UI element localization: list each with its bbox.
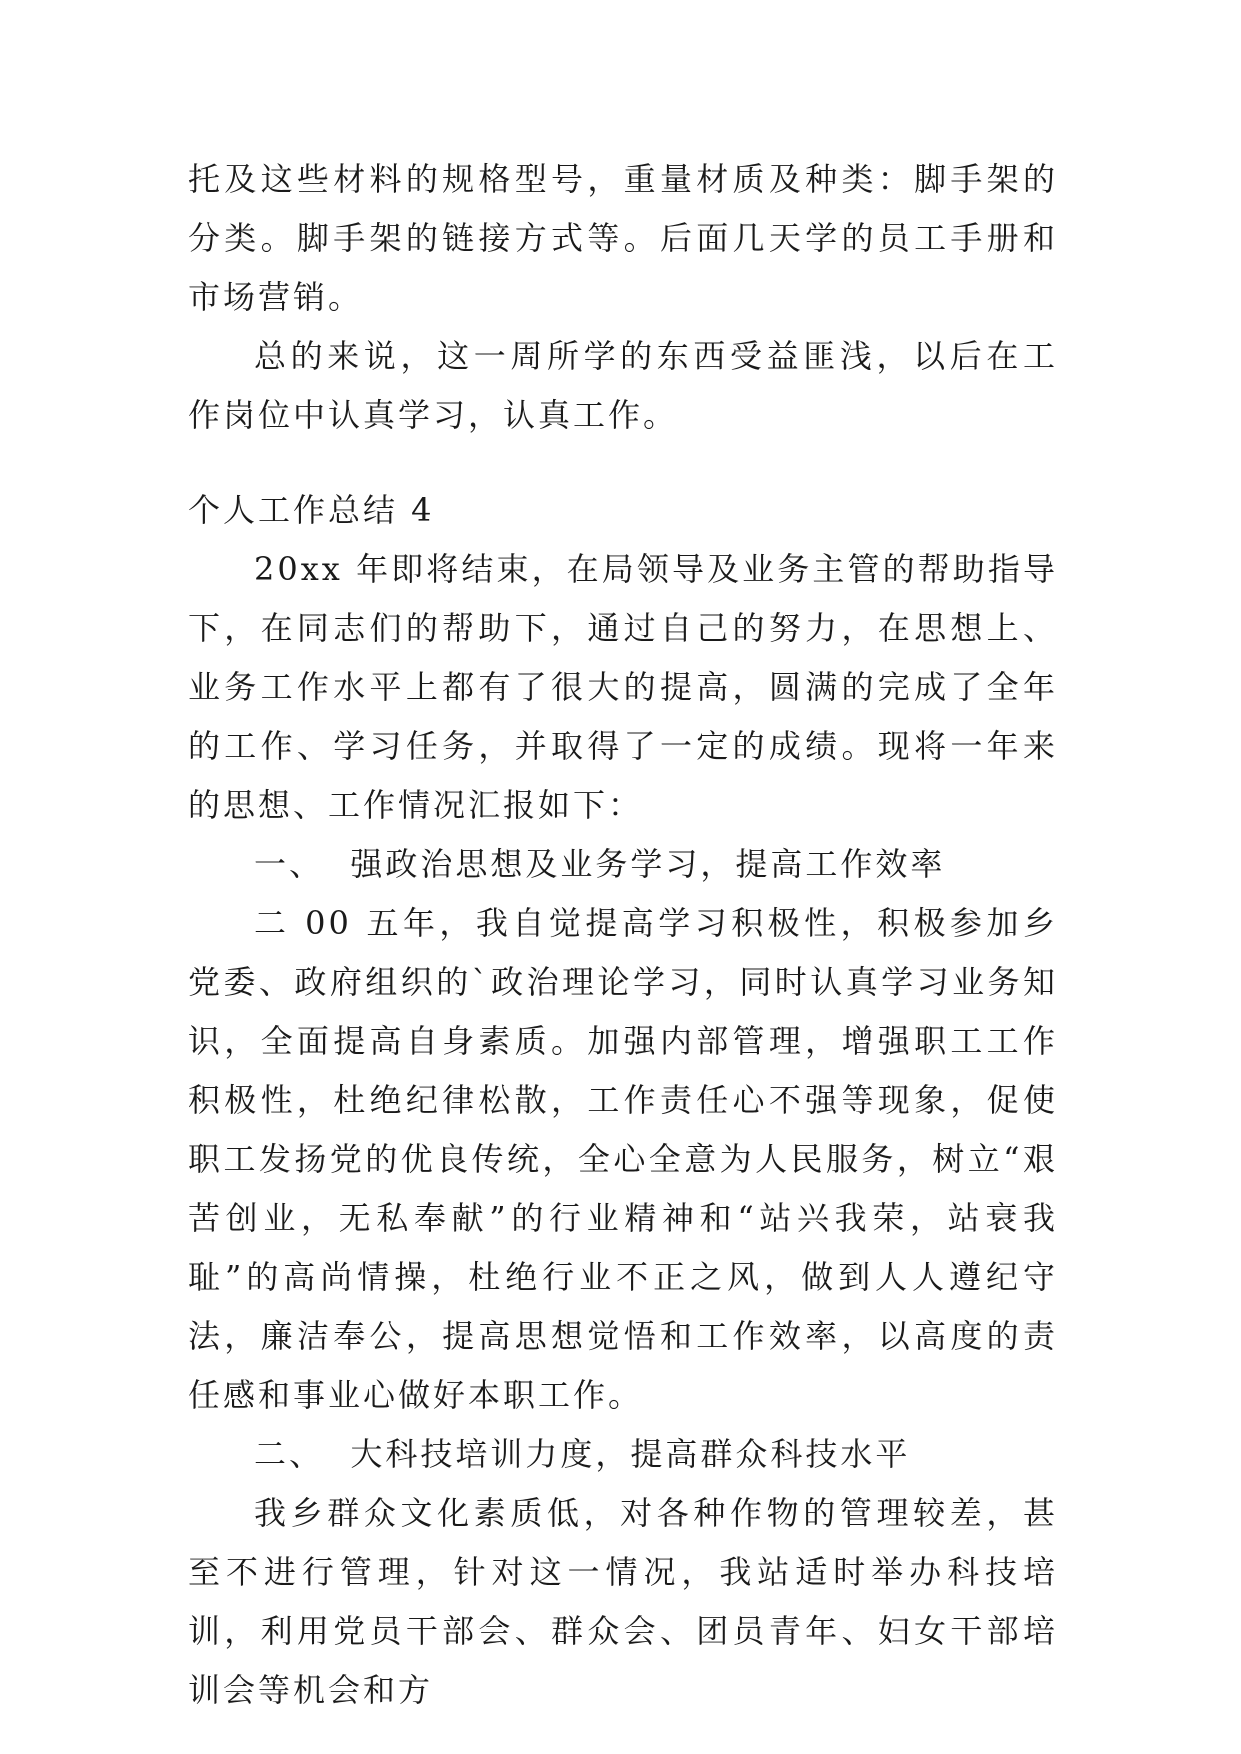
section-heading: 个人工作总结 4 xyxy=(188,491,435,529)
section-title-2: 二、 大科技培训力度，提高群众科技水平 xyxy=(254,1435,911,1473)
paragraph-training: 我乡群众文化素质低，对各种作物的管理较差，甚至不进行管理，针对这一情况，我站适时举办科技培训，利用党员干部会、群众会、团员青年、妇女干部培训会等机会和方 xyxy=(188,1494,1058,1709)
paragraph-politics: 二 00 五年，我自觉提高学习积极性，积极参加乡党委、政府组织的`政治理论学习，同时认真学习业务知识，全面提高自身素质。加强内部管理，增强职工工作积极性，杜绝纪律松散，工作责任心不强等现象，促使职工发扬党的优良传统，全心全意为人民服务，树立“艰苦创业，无私奉献”的行业精神和“站兴我荣，站衰我耻”的高尚情操，杜绝行业不正之风，做到人人遵纪守法，廉洁奉公，提高思想觉悟和工作效率，以高度的责任感和事业心做好本职工作。 xyxy=(188,904,1058,1414)
section-title-1: 一、 强政治思想及业务学习，提高工作效率 xyxy=(254,845,946,883)
paragraph-intro: 20xx 年即将结束，在局领导及业务主管的帮助指导下，在同志们的帮助下，通过自己的努力，在思想上、业务工作水平上都有了很大的提高，圆满的完成了全年的工作、学习任务，并取得了一定的成绩。现将一年来的思想、工作情况汇报如下： xyxy=(188,550,1058,824)
paragraph-materials: 托及这些材料的规格型号，重量材质及种类：脚手架的分类。脚手架的链接方式等。后面几天学的员工手册和市场营销。 xyxy=(188,160,1058,316)
paragraph-summary: 总的来说，这一周所学的东西受益匪浅，以后在工作岗位中认真学习，认真工作。 xyxy=(188,337,1058,434)
document-body xyxy=(188,150,1058,1720)
